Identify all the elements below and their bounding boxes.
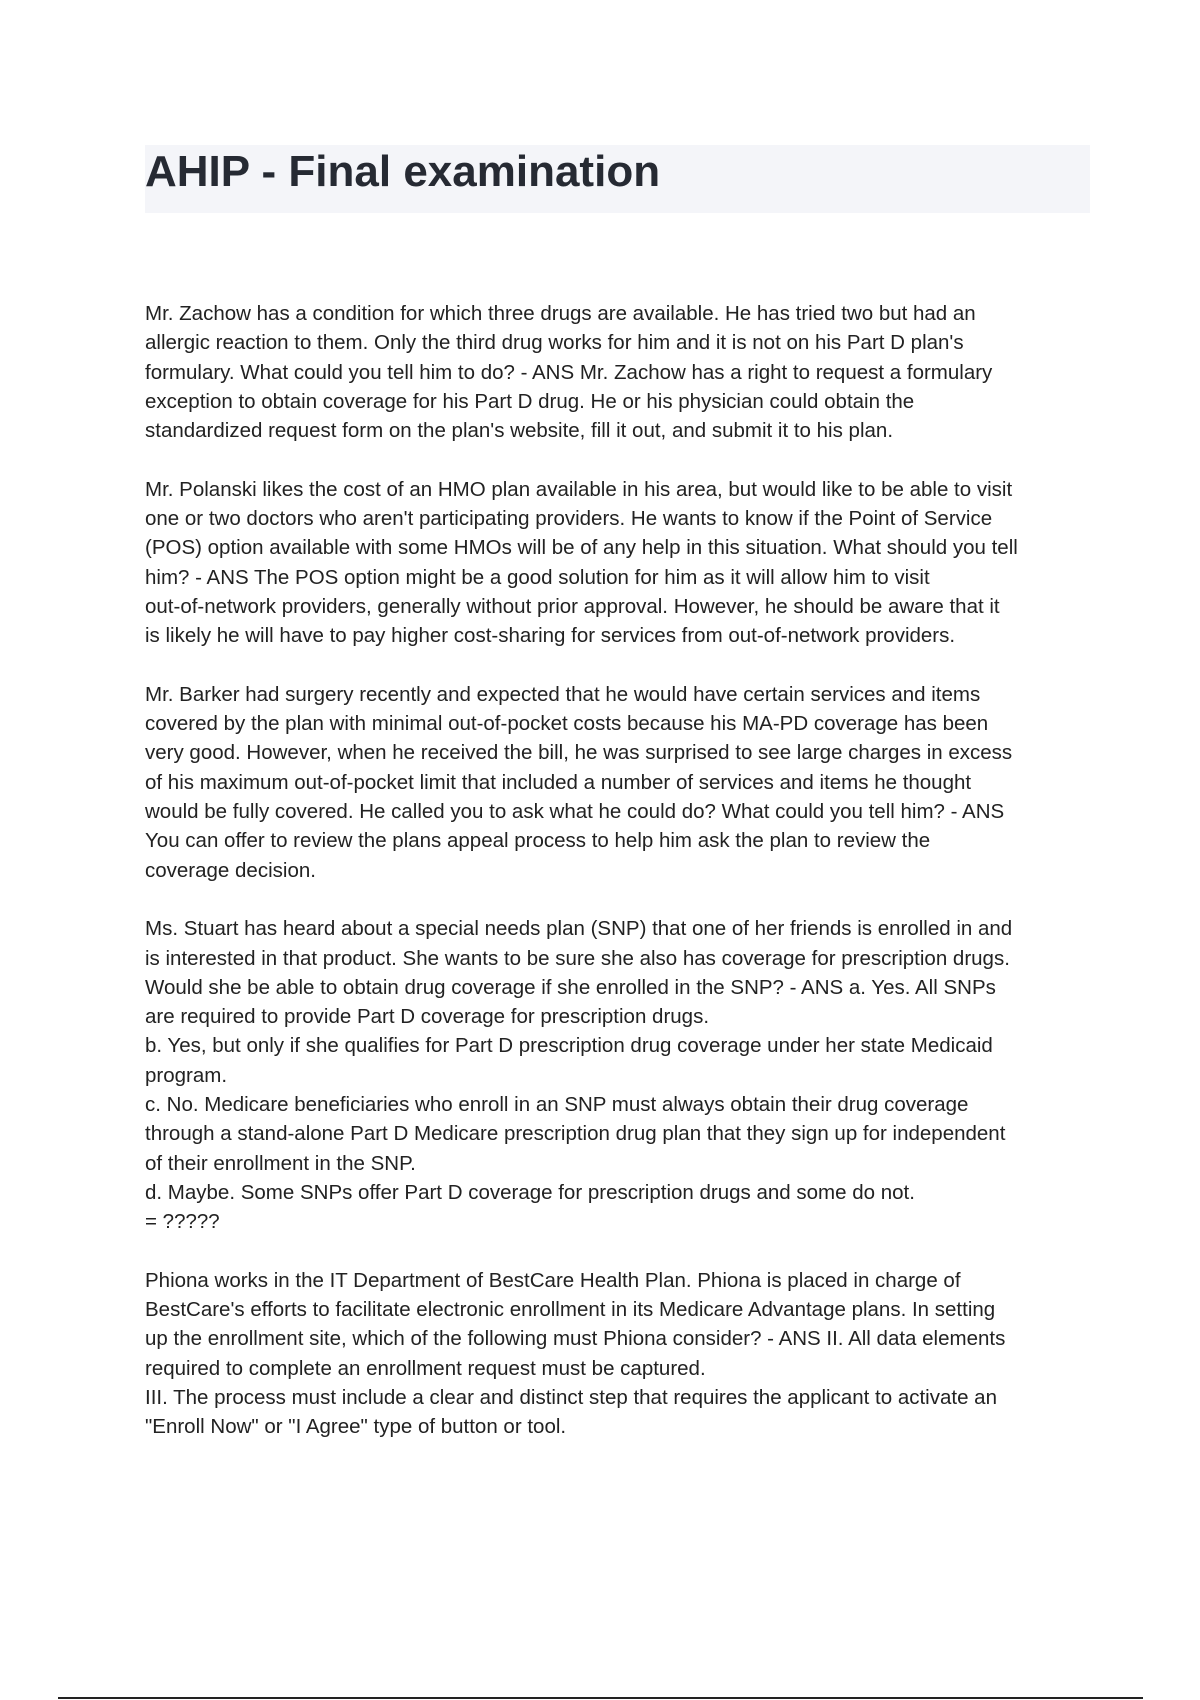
- qa-item-zachow: [145, 299, 1095, 445]
- qa-item-stuart: [145, 914, 1095, 1236]
- text-line: of his maximum out-of-pocket limit that included a number of services and items he thought: [145, 770, 972, 794]
- text-line: are required to provide Part D coverage for prescription drugs.: [145, 1005, 710, 1029]
- text-line: program.: [145, 1063, 228, 1087]
- text-line: Mr. Barker had surgery recently and expected that he would have certain services and items: [145, 682, 981, 706]
- text-line: You can offer to review the plans appeal process to help him ask the plan to review the: [145, 829, 931, 853]
- text-line: required to complete an enrollment request must be captured.: [145, 1356, 706, 1380]
- text-line: out-of-network providers, generally without prior approval. However, he should be aware that it: [145, 594, 1000, 618]
- text-line: BestCare's efforts to facilitate electronic enrollment in its Medicare Advantage plans. In setting: [145, 1298, 996, 1322]
- text-line: is likely he will have to pay higher cost-sharing for services from out-of-network providers.: [145, 624, 956, 648]
- qa-item-polanski: [145, 475, 1095, 651]
- text-line: allergic reaction to them. Only the third drug works for him and it is not on his Part D plan's: [145, 331, 964, 355]
- text-line: formulary. What could you tell him to do? - ANS Mr. Zachow has a right to request a formulary: [145, 360, 993, 384]
- text-line: b. Yes, but only if she qualifies for Part D prescription drug coverage under her state Medicaid: [145, 1034, 993, 1058]
- text-line: Mr. Polanski likes the cost of an HMO plan available in his area, but would like to be able to visit: [145, 477, 1013, 501]
- text-line: d. Maybe. Some SNPs offer Part D coverage for prescription drugs and some do not.: [145, 1180, 915, 1204]
- text-line: c. No. Medicare beneficiaries who enroll in an SNP must always obtain their drug coverage: [145, 1093, 969, 1117]
- text-line: through a stand-alone Part D Medicare prescription drug plan that they sign up for independent: [145, 1122, 1006, 1146]
- text-line: Would she be able to obtain drug coverage if she enrolled in the SNP? - ANS a. Yes. All SNPs: [145, 975, 996, 999]
- text-line: is interested in that product. She wants to be sure she also has coverage for prescription drugs.: [145, 946, 1010, 970]
- text-line: up the enrollment site, which of the following must Phiona consider? - ANS II. All data elements: [145, 1327, 1006, 1351]
- text-line: = ?????: [145, 1210, 220, 1234]
- qa-item-barker: [145, 680, 1095, 885]
- document-body: [145, 299, 1095, 1471]
- page-title: AHIP - Final examination: [145, 147, 661, 196]
- text-line: "Enroll Now" or "I Agree" type of button or tool.: [145, 1415, 567, 1439]
- text-line: of their enrollment in the SNP.: [145, 1151, 416, 1175]
- text-line: covered by the plan with minimal out-of-pocket costs because his MA-PD coverage has been: [145, 712, 989, 736]
- text-line: him? - ANS The POS option might be a good solution for him as it will allow him to visit: [145, 565, 930, 589]
- footer-divider: [58, 1697, 1143, 1699]
- text-line: standardized request form on the plan's website, fill it out, and submit it to his plan.: [145, 419, 894, 443]
- text-line: exception to obtain coverage for his Part D drug. He or his physician could obtain the: [145, 389, 915, 413]
- text-line: very good. However, when he received the bill, he was surprised to see large charges in excess: [145, 741, 1013, 765]
- qa-item-phiona: [145, 1266, 1095, 1442]
- text-line: III. The process must include a clear and distinct step that requires the applicant to activate an: [145, 1385, 997, 1409]
- text-line: would be fully covered. He called you to ask what he could do? What could you tell him? - ANS: [145, 800, 1005, 824]
- text-line: Mr. Zachow has a condition for which three drugs are available. He has tried two but had an: [145, 302, 976, 325]
- text-line: Phiona works in the IT Department of BestCare Health Plan. Phiona is placed in charge of: [145, 1268, 961, 1292]
- text-line: coverage decision.: [145, 858, 316, 882]
- text-line: one or two doctors who aren't participating providers. He wants to know if the Point of Service: [145, 507, 993, 531]
- text-line: Ms. Stuart has heard about a special needs plan (SNP) that one of her friends is enrolled in and: [145, 917, 1013, 941]
- text-line: (POS) option available with some HMOs will be of any help in this situation. What should you tell: [145, 536, 1018, 560]
